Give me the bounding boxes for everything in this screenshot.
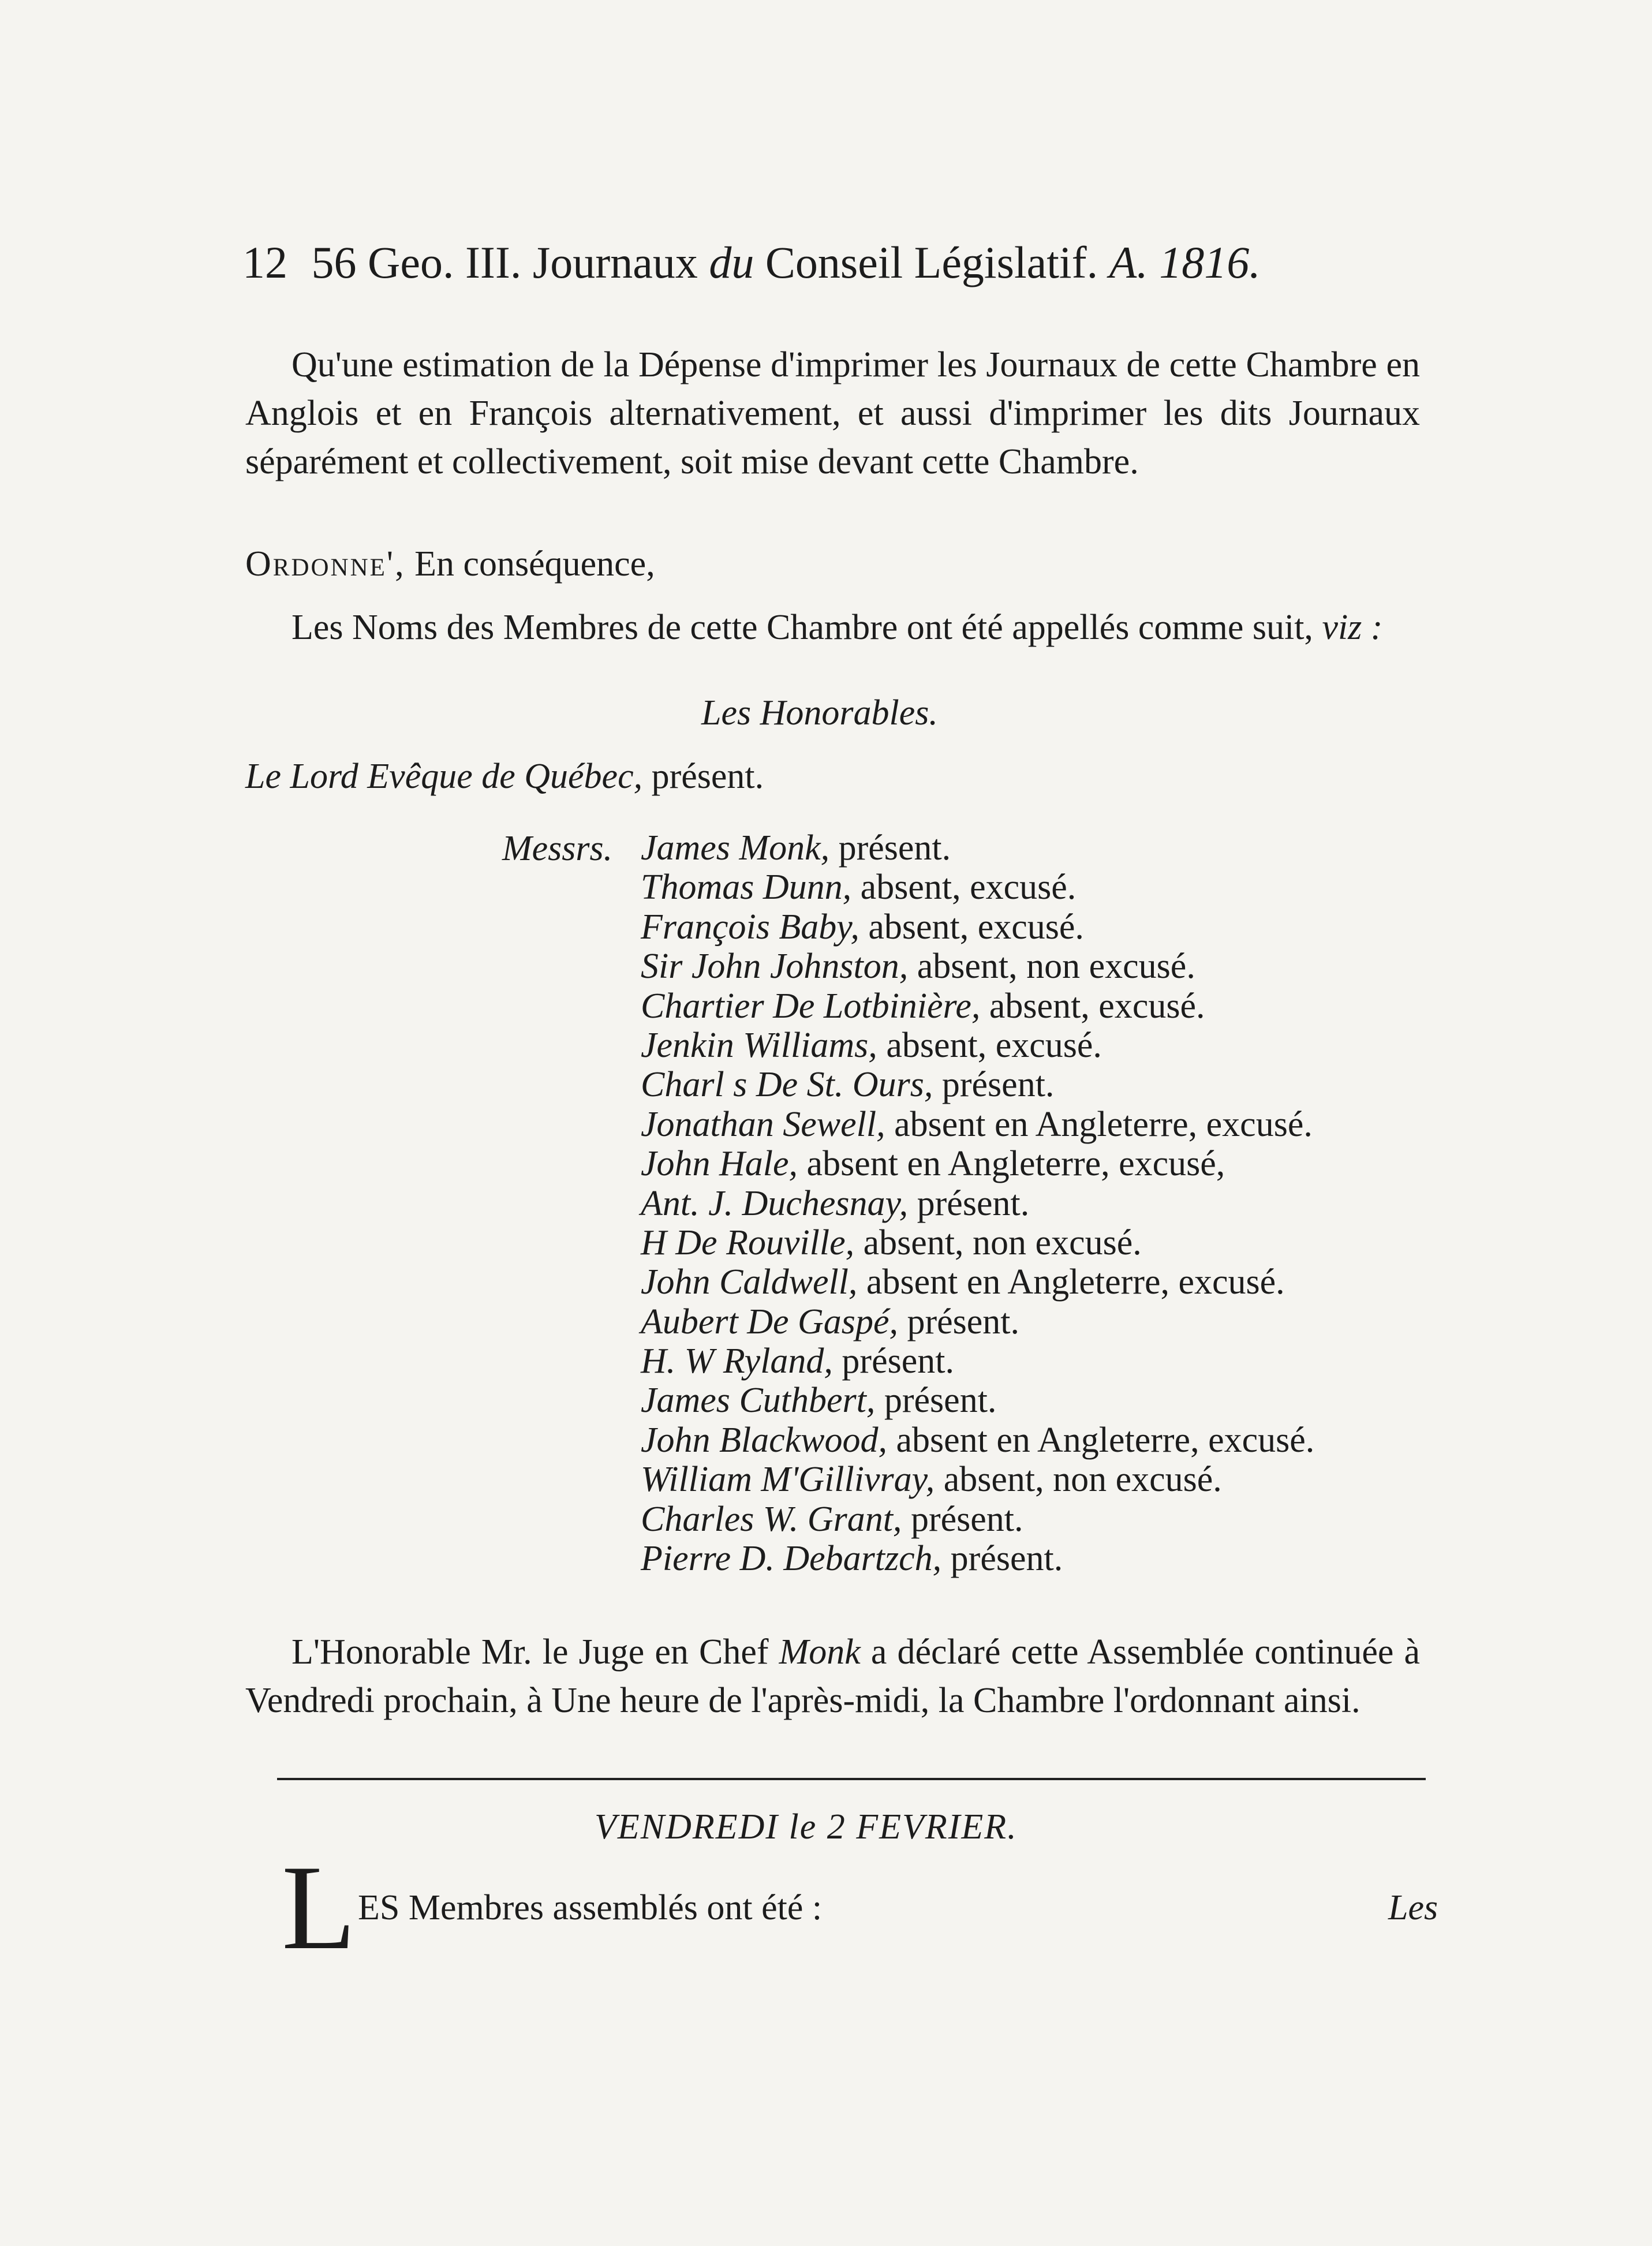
member-status: absent, excusé. (886, 1025, 1102, 1065)
member-name: Jonathan Sewell, (641, 1104, 885, 1144)
member-name: Chartier De Lotbinière, (641, 986, 981, 1026)
member-row (641, 1421, 1314, 1460)
member-row (641, 1302, 1314, 1341)
member-name: Pierre D. Debartzch, (641, 1539, 942, 1579)
members-assembled-line: ES Membres assemblés ont été : (358, 1888, 823, 1927)
member-row (641, 1026, 1314, 1065)
member-name: Charles W. Grant, (641, 1499, 902, 1539)
member-name: H. W Ryland, (641, 1341, 833, 1381)
member-status: présent. (838, 828, 951, 868)
member-status: absent en Angleterre, excusé. (866, 1262, 1285, 1302)
section-rule (277, 1778, 1426, 1780)
member-status: présent. (842, 1341, 954, 1381)
regnal-year: 56 Geo. III. (311, 237, 522, 287)
running-header (242, 237, 1432, 289)
lord-bishop-line (245, 756, 764, 797)
header-title-journaux: Journaux (532, 237, 698, 287)
adjournment-paragraph (245, 1628, 1420, 1725)
adjournment-text-2: a déclaré cette Assemblée continuée à Vendredi prochain, à Une heure de l'après-midi, la Chambre l'ordonnant ainsi. (245, 1632, 1421, 1720)
member-row (641, 1381, 1314, 1420)
member-row (641, 1539, 1314, 1578)
ordonne-word: Ordonne', (245, 544, 406, 584)
page-number: 12 (242, 237, 287, 287)
member-name: John Blackwood, (641, 1420, 888, 1460)
honorables-heading: Les Honorables. (701, 693, 938, 733)
member-status: absent, non excusé. (943, 1460, 1222, 1500)
member-name: Sir John Johnston, (641, 947, 909, 986)
member-row (641, 828, 1314, 868)
header-year: A. 1816. (1109, 237, 1261, 287)
member-status: absent en Angleterre, excusé. (894, 1104, 1313, 1144)
member-status: présent. (941, 1065, 1055, 1105)
member-status: absent en Angleterre, excusé. (896, 1420, 1315, 1460)
member-name: John Caldwell, (641, 1262, 858, 1302)
member-status: absent, excusé. (989, 986, 1205, 1026)
member-row (641, 1341, 1314, 1381)
member-status: absent en Angleterre, excusé, (806, 1144, 1225, 1184)
member-name: William M'Gillivray, (641, 1460, 935, 1500)
member-row (641, 947, 1314, 986)
member-row (641, 1262, 1314, 1302)
catchword: Les (1388, 1888, 1438, 1927)
drop-cap: L (282, 1841, 356, 1975)
member-row (641, 1500, 1314, 1539)
estimate-paragraph (245, 341, 1420, 486)
lord-bishop-name: Le Lord Evêque de Québec, (245, 757, 643, 796)
member-row (641, 1065, 1314, 1104)
ordonne-line (245, 540, 1420, 588)
member-name: James Monk, (641, 828, 830, 868)
member-name: James Cuthbert, (641, 1381, 876, 1421)
member-row (641, 1144, 1314, 1183)
member-row (641, 907, 1314, 947)
messrs-label: Messrs. (502, 829, 613, 868)
dateline: VENDREDI le 2 FEVRIER. (595, 1807, 1018, 1847)
member-row (641, 1460, 1314, 1499)
member-status: absent, excusé. (860, 868, 1077, 907)
ordonne-rest: En conséquence, (414, 544, 655, 584)
member-row (641, 868, 1314, 907)
member-status: absent, excusé. (868, 907, 1084, 947)
header-title-conseil: Conseil Législatif. (765, 237, 1098, 287)
roll-intro-viz: viz : (1322, 608, 1383, 647)
lord-bishop-status: présent. (651, 757, 764, 796)
member-row (641, 1105, 1314, 1144)
estimate-text: Qu'une estimation de la Dépense d'imprimer les Journaux de cette Chambre en Anglois et en François alternativement, et aussi d'imprimer les dits Journaux séparément et collectivement, soit mise devant cette Chambre. (245, 345, 1420, 481)
member-row (641, 986, 1314, 1026)
member-name: Aubert De Gaspé, (641, 1302, 898, 1341)
member-status: présent. (950, 1539, 1063, 1579)
member-name: Jenkin Williams, (641, 1025, 877, 1065)
member-status: présent. (884, 1381, 997, 1421)
member-name: Charl s De St. Ours, (641, 1065, 933, 1105)
roll-intro (245, 603, 1420, 652)
roll-intro-text: Les Noms des Membres de cette Chambre ont été appellés comme suit, (291, 608, 1313, 647)
member-name: H De Rouville, (641, 1223, 855, 1262)
member-list (641, 828, 1314, 1578)
member-status: présent. (907, 1302, 1020, 1341)
member-name: François Baby, (641, 907, 859, 947)
member-status: présent. (910, 1499, 1023, 1539)
member-row (641, 1223, 1314, 1262)
member-row (641, 1184, 1314, 1223)
member-name: Ant. J. Duchesnay, (641, 1183, 909, 1223)
member-status: présent. (917, 1183, 1030, 1223)
adjournment-monk: Monk (779, 1632, 861, 1672)
header-title-du: du (709, 237, 754, 287)
member-name: Thomas Dunn, (641, 868, 852, 907)
member-status: absent, non excusé. (863, 1223, 1142, 1262)
member-status: absent, non excusé. (917, 947, 1195, 986)
member-name: John Hale, (641, 1144, 798, 1184)
adjournment-text-1: L'Honorable Mr. le Juge en Chef (291, 1632, 769, 1672)
